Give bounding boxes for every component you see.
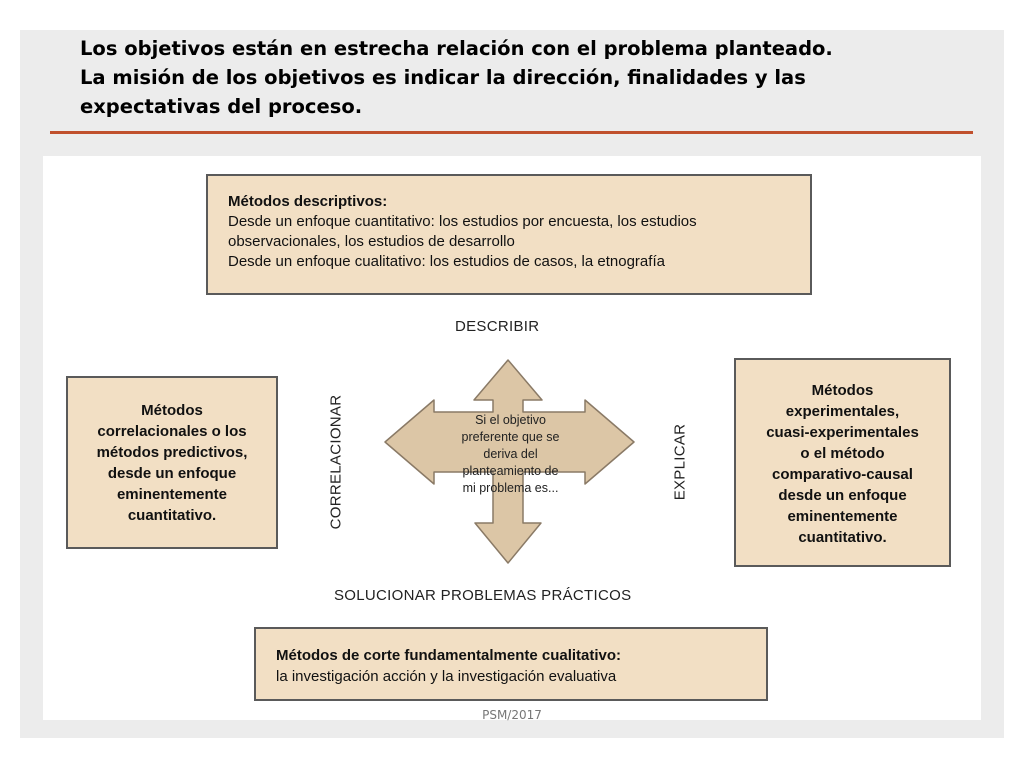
experimental-methods-line: Métodos xyxy=(811,382,874,399)
descriptive-methods-line: Desde un enfoque cuantitativo: los estudios por encuesta, los estudios xyxy=(228,213,697,230)
qualitative-methods-heading: Métodos de corte fundamentalmente cualitativo: xyxy=(276,647,622,664)
correlational-methods-line: métodos predictivos, xyxy=(96,444,248,461)
title-line-1: Los objetivos están en estrecha relación con el problema planteado. xyxy=(80,37,833,60)
center-question-line: mi problema es... xyxy=(462,481,559,495)
experimental-methods-line: comparativo-causal xyxy=(772,466,913,483)
experimental-methods-line: desde un enfoque xyxy=(778,487,907,504)
center-question-line: Si el objetivo xyxy=(475,413,546,427)
descriptive-methods-line: Desde un enfoque cualitativo: los estudios de casos, la etnografía xyxy=(228,253,665,270)
experimental-methods-line: experimentales, xyxy=(785,403,900,420)
correlational-methods-line: correlacionales o los xyxy=(97,423,247,440)
center-question-line: preferente que se xyxy=(461,430,560,444)
center-question-line: planteamiento de xyxy=(462,464,559,478)
correlational-methods-line: eminentemente xyxy=(116,486,228,503)
descriptive-methods-heading: Métodos descriptivos: xyxy=(228,193,388,210)
direction-label-correlacionar: CORRELACIONAR xyxy=(327,394,345,530)
experimental-methods-line: o el método xyxy=(800,445,885,462)
correlational-methods-box xyxy=(66,376,278,549)
center-question-line: deriva del xyxy=(483,447,538,461)
experimental-methods-line: cuantitativo. xyxy=(798,529,887,546)
direction-label-explicar: EXPLICAR xyxy=(671,423,689,501)
correlational-methods-line: desde un enfoque xyxy=(107,465,237,482)
correlational-methods-line: cuantitativo. xyxy=(127,507,217,524)
qualitative-methods-line: la investigación acción y la investigación evaluativa xyxy=(276,668,617,685)
qualitative-methods-box xyxy=(254,627,768,701)
direction-label-describir: DESCRIBIR xyxy=(455,318,540,335)
center-question xyxy=(438,412,583,497)
experimental-methods-line: cuasi-experimentales xyxy=(766,424,919,441)
title-line-3: expectativas del proceso. xyxy=(80,95,363,118)
slide-footer: PSM/2017 xyxy=(482,708,542,722)
title-underline xyxy=(50,131,973,134)
descriptive-methods-line: observacionales, los estudios de desarrollo xyxy=(228,233,515,250)
experimental-methods-box xyxy=(734,358,951,567)
slide-title xyxy=(80,34,980,121)
descriptive-methods-box xyxy=(206,174,812,295)
correlational-methods-line: Métodos xyxy=(141,402,203,419)
experimental-methods-line: eminentemente xyxy=(787,508,898,525)
title-line-2: La misión de los objetivos es indicar la dirección, finalidades y las xyxy=(80,66,806,89)
direction-label-solucionar: SOLUCIONAR PROBLEMAS PRÁCTICOS xyxy=(334,587,632,604)
